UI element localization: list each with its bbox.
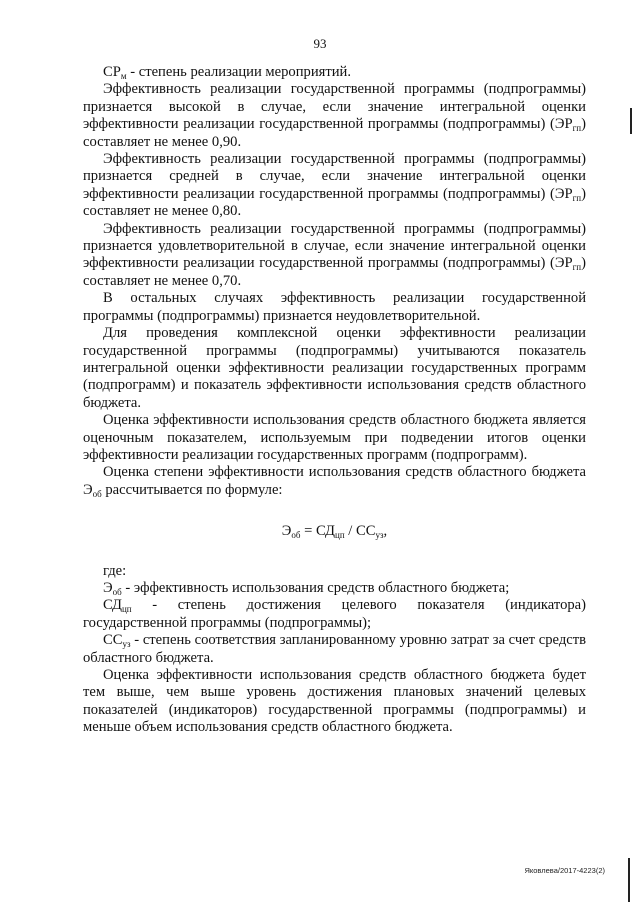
paragraph <box>83 325 586 412</box>
text-run: рассчитывается по формуле: <box>101 481 283 498</box>
paragraphs-before-formula <box>83 64 586 499</box>
subscript: об <box>112 586 122 597</box>
text-run: Эффективность реализации государственной программы (подпрограммы) признается высокой в случае, если значение интегральной оценки эффективности реализации государственной программы (подпрограммы) (ЭР <box>83 81 586 133</box>
text-run: ) составляет не менее 0,90. <box>83 116 586 150</box>
paragraph <box>83 563 586 580</box>
text-run: - степень соответствия запланированному уровню затрат за счет средств областного бюджета. <box>83 632 586 666</box>
subscript: гп <box>572 192 582 203</box>
text-run: Оценка эффективности использования средств областного бюджета будет тем выше, чем выше уровень достижения плановых значений целевых показателей (индикаторов) государственной программы (подпрограммы) и меньше объем использования средств областного бюджета. <box>83 667 586 736</box>
paragraph <box>83 667 586 737</box>
paragraph <box>83 81 586 151</box>
page-number: 93 <box>313 36 327 51</box>
paragraph <box>83 290 586 325</box>
document-body <box>83 64 586 737</box>
paragraphs-after-formula <box>83 563 586 737</box>
text-run: В остальных случаях эффективность реализации государственной программы (подпрограммы) признается неудовлетворительной. <box>83 290 586 324</box>
subscript: м <box>120 71 127 81</box>
text-run: ) составляет не менее 0,70. <box>83 255 586 289</box>
paragraph <box>83 597 586 632</box>
text-run: - степень достижения целевого показателя (индикатора) государственной программы (подпрограммы); <box>83 597 586 631</box>
text-run: Э <box>281 523 292 540</box>
text-run: Оценка эффективности использования средств областного бюджета является оценочным показателем, используемым при подведении итогов оценки эффективности реализации государственных программ (подпрограмм). <box>83 412 586 463</box>
subscript: цп <box>121 604 132 615</box>
formula <box>83 523 586 540</box>
subscript: об <box>92 488 102 499</box>
margin-scan-mark <box>630 108 632 134</box>
paragraph <box>83 221 586 291</box>
text-run: СД <box>103 597 122 614</box>
paragraph <box>83 151 586 221</box>
text-run: - эффективность использования средств областного бюджета; <box>121 579 510 596</box>
text-run: Для проведения комплексной оценки эффективности реализации государственной программы (подпрограммы) учитываются показатель интегральной оценки эффективности реализации государственных программ (подпрограмм) и показатель эффективности использования средств областного бюджета. <box>83 325 586 411</box>
text-run: Э <box>103 579 113 596</box>
subscript: об <box>291 530 301 541</box>
paragraph <box>83 580 586 597</box>
paragraph <box>83 412 586 464</box>
paragraph <box>83 64 586 81</box>
subscript: уз <box>122 639 131 650</box>
subscript: гп <box>572 123 582 134</box>
text-run: Эффективность реализации государственной программы (подпрограммы) признается удовлетворительной в случае, если значение интегральной оценки эффективности реализации государственной программы (подпрограммы) (ЭР <box>83 220 586 272</box>
text-run: , <box>383 523 388 540</box>
text-run: = СД <box>300 523 336 540</box>
text-run: где: <box>103 562 127 579</box>
subscript: гп <box>572 262 582 273</box>
paragraph <box>83 632 586 667</box>
text-run: - степень реализации мероприятий. <box>126 64 352 80</box>
text-run: Эффективность реализации государственной программы (подпрограммы) признается средней в случае, если значение интегральной оценки эффективности реализации государственной программы (подпрограммы) (ЭР <box>83 151 586 202</box>
text-run: / СС <box>344 523 376 540</box>
subscript: цп <box>335 530 345 541</box>
paragraph <box>83 464 586 499</box>
text-run: СС <box>103 632 123 649</box>
document-footer-code: Яковлева/2017-4223(2) <box>524 866 605 875</box>
text-run: Оценка степени эффективности использования средств областного бюджета Э <box>83 464 586 498</box>
text-run: ) составляет не менее 0,80. <box>83 185 586 220</box>
subscript: уз <box>375 530 384 541</box>
margin-scan-mark <box>628 858 630 902</box>
text-run: СР <box>103 64 121 80</box>
